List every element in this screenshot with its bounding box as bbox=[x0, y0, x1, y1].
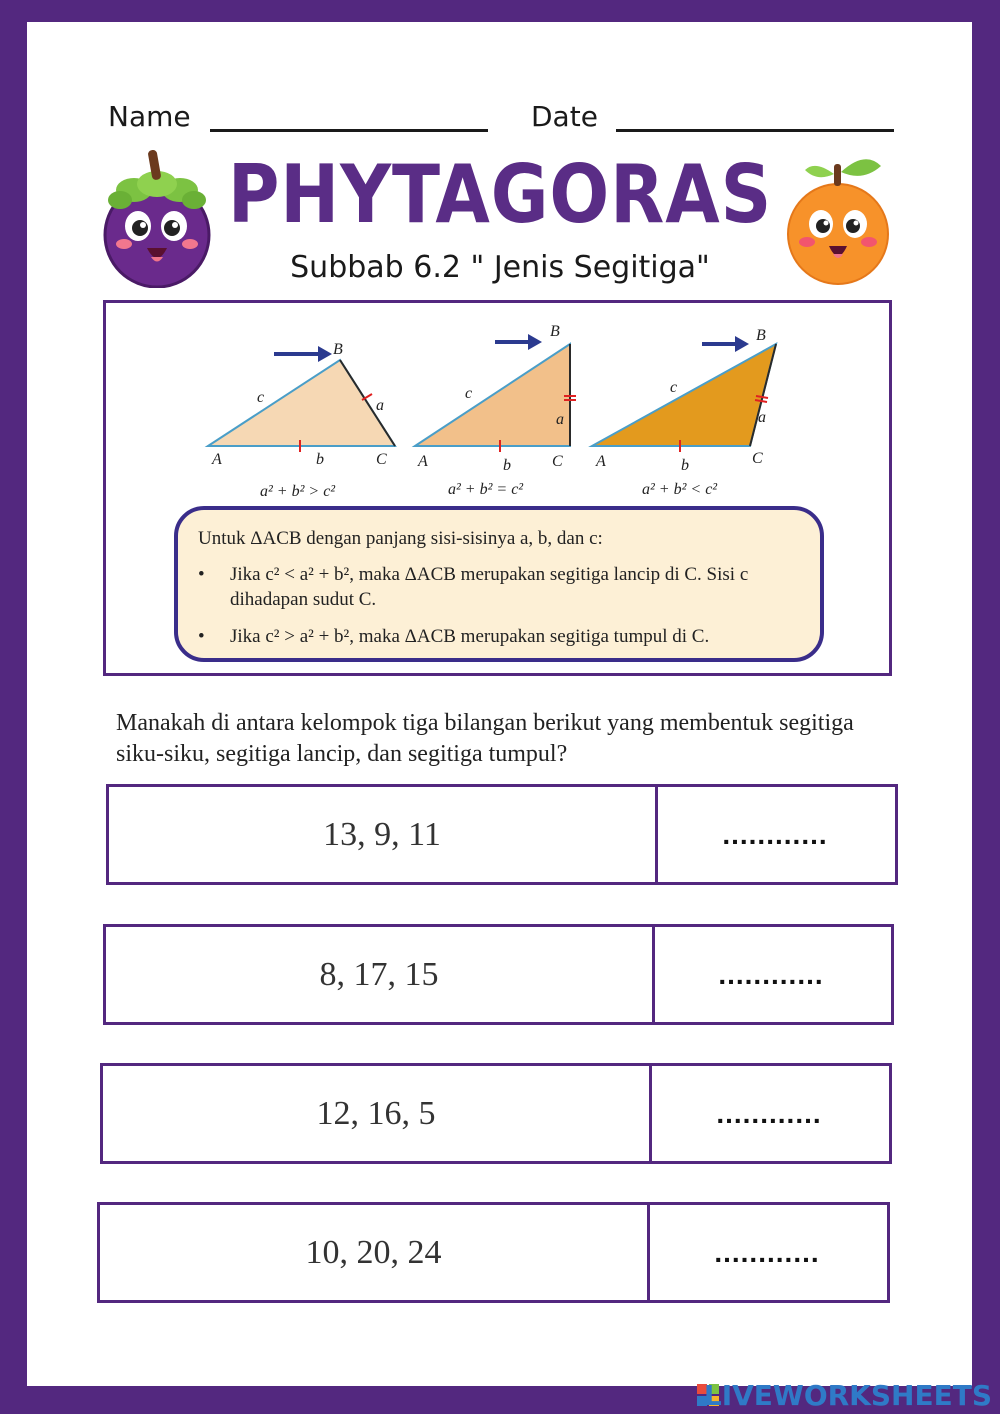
arrow-icon bbox=[702, 336, 749, 352]
answer-row-1 bbox=[106, 784, 898, 885]
answer-field[interactable]: ............ bbox=[722, 818, 828, 850]
formula-acute: a² + b² > c² bbox=[260, 483, 336, 500]
side-c: c bbox=[465, 385, 473, 402]
vertex-a: A bbox=[212, 451, 222, 468]
arrow-icon bbox=[495, 334, 542, 350]
bullet-1-symbol: • bbox=[198, 564, 205, 585]
triangle-right bbox=[415, 323, 576, 498]
date-label: Date bbox=[531, 100, 598, 133]
triangle-obtuse bbox=[592, 327, 776, 498]
page-title: PHYTAGORAS bbox=[227, 148, 773, 241]
vertex-a: A bbox=[418, 453, 428, 470]
side-a: a bbox=[556, 411, 564, 428]
answer-field[interactable]: ............ bbox=[718, 958, 824, 990]
arrow-icon bbox=[274, 346, 332, 362]
answer-row-4 bbox=[97, 1202, 890, 1303]
triangle-acute bbox=[208, 341, 395, 500]
triangle-diagrams bbox=[190, 318, 810, 508]
watermark: LIVEWORKSHEETS bbox=[703, 1379, 992, 1412]
side-a: a bbox=[376, 397, 384, 414]
numbers-cell: 10, 20, 24 bbox=[100, 1205, 650, 1300]
answer-field[interactable]: ............ bbox=[716, 1097, 822, 1129]
formula-obtuse: a² + b² < c² bbox=[642, 481, 718, 498]
side-c: c bbox=[670, 379, 678, 396]
answer-row-3 bbox=[100, 1063, 892, 1164]
formula-right: a² + b² = c² bbox=[448, 481, 524, 498]
side-b: b bbox=[316, 451, 324, 468]
question-text: Manakah di antara kelompok tiga bilangan berikut yang membentuk segitiga siku-siku, segitiga lancip, dan segitiga tumpul? bbox=[116, 710, 854, 767]
side-b: b bbox=[681, 457, 689, 474]
vertex-c: C bbox=[376, 451, 387, 468]
numbers-cell: 13, 9, 11 bbox=[109, 787, 658, 882]
side-b: b bbox=[503, 457, 511, 474]
name-line bbox=[210, 129, 488, 132]
rule-bullet-1: Jika c² < a² + b², maka ΔACB merupakan segitiga lancip di C. Sisi c dihadapan sudut C. bbox=[230, 564, 749, 610]
date-line bbox=[616, 129, 894, 132]
page-subtitle: Subbab 6.2 " Jenis Segitiga" bbox=[290, 250, 710, 285]
rule-box bbox=[174, 506, 824, 662]
vertex-b: B bbox=[756, 327, 766, 344]
rule-intro: Untuk ΔACB dengan panjang sisi-sisinya a, b, dan c: bbox=[198, 528, 603, 549]
vertex-b: B bbox=[333, 341, 343, 358]
vertex-c: C bbox=[552, 453, 563, 470]
answer-field[interactable]: ............ bbox=[714, 1236, 820, 1268]
side-a: a bbox=[758, 409, 766, 426]
vertex-c: C bbox=[752, 450, 763, 467]
rule-bullet-2: Jika c² > a² + b², maka ΔACB merupakan segitiga tumpul di C. bbox=[230, 626, 710, 647]
name-label: Name bbox=[108, 100, 191, 133]
side-c: c bbox=[257, 389, 265, 406]
numbers-cell: 8, 17, 15 bbox=[106, 927, 655, 1022]
bullet-2-symbol: • bbox=[198, 626, 205, 647]
vertex-a: A bbox=[596, 453, 606, 470]
answer-row-2 bbox=[103, 924, 894, 1025]
vertex-b: B bbox=[550, 323, 560, 340]
numbers-cell: 12, 16, 5 bbox=[103, 1066, 652, 1161]
